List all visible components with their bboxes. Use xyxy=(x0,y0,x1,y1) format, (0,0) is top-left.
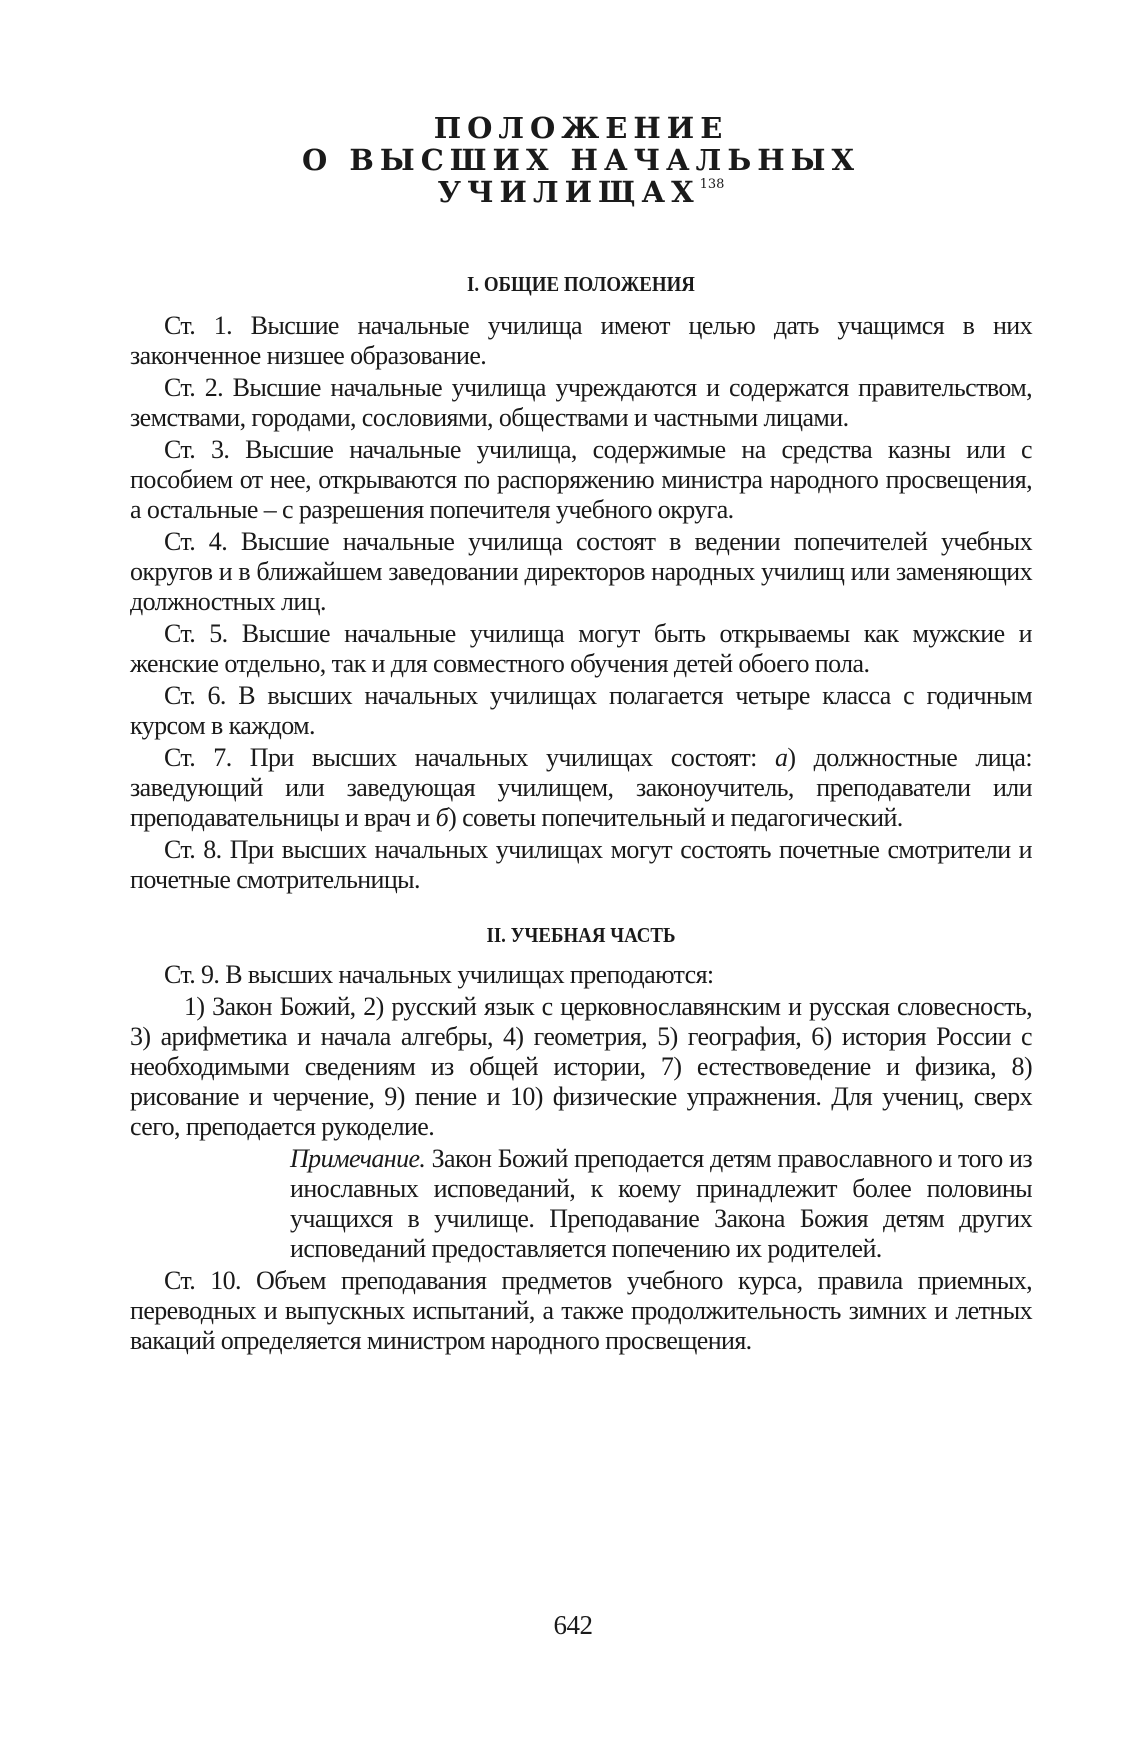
section-heading-general: I. ОБЩИЕ ПОЛОЖЕНИЯ xyxy=(467,272,695,296)
title-line-3-text: УЧИЛИЩАХ xyxy=(437,175,700,209)
document-title xyxy=(130,112,1032,208)
article-9-intro: Ст. 9. В высших начальных училищах преподаются: xyxy=(164,960,714,989)
note-label: Примечание. xyxy=(290,1144,426,1173)
document-page xyxy=(130,112,1032,1358)
article-9-subject-list: 1) Закон Божий, 2) русский язык с церковнославянским и русская словесность, 3) арифметика и начала алгебры, 4) геометрия, 5) география, 6) история России с необходимыми сведениям из общей истории, 7) естествоведение и физика, 8) рисование и черчение, 9) пение и 10) физические упражнения. Для учениц, сверх сего, преподается рукоделие. xyxy=(130,992,1032,1141)
article-7-marker-a: а xyxy=(774,743,788,772)
title-line-1: ПОЛОЖЕНИЕ xyxy=(433,111,729,145)
article-7-part2: ) должностные лица: заведующий или заведующая училищем, законоучитель, преподаватели или преподавательницы и врач и xyxy=(130,743,1032,832)
article-4: Ст. 4. Высшие начальные училища состоят в ведении попечителей учебных округов и в ближайшем заведовании директоров народных училищ или заменяющих должностных лиц. xyxy=(130,527,1032,616)
article-10: Ст. 10. Объем преподавания предметов учебного курса, правила приемных, переводных и выпускных испытаний, а также продолжительность зимних и летных вакаций определяется министром народного просвещения. xyxy=(130,1266,1032,1355)
article-7 xyxy=(130,743,1032,833)
article-2: Ст. 2. Высшие начальные училища учреждаются и содержатся правительством, земствами, городами, сословиями, обществами и частными лицами. xyxy=(130,373,1032,432)
title-footnote-ref[interactable]: 138 xyxy=(699,177,725,192)
article-5: Ст. 5. Высшие начальные училища могут быть открываемы как мужские и женские отдельно, так и для совместного обучения детей обоего пола. xyxy=(130,619,1032,678)
article-9-note xyxy=(290,1144,1032,1264)
article-1: Ст. 1. Высшие начальные училища имеют целью дать учащимся в них законченное низшее образование. xyxy=(130,311,1032,370)
article-7-part3: ) советы попечительный и педагогический. xyxy=(448,803,903,832)
article-7-part1: Ст. 7. При высших начальных училищах состоят: xyxy=(164,743,775,772)
note-text: Закон Божий преподается детям православного и того из инославных исповеданий, к коему принадлежит более половины учащихся в училище. Преподавание Закона Божия детям других исповеданий предоставляется попечению их родителей. xyxy=(290,1144,1032,1263)
title-line-3 xyxy=(130,176,1032,208)
article-8: Ст. 8. При высших начальных училищах могут состоять почетные смотрители и почетные смотрительницы. xyxy=(130,835,1032,894)
article-6: Ст. 6. В высших начальных училищах полагается четыре класса с годичным курсом в каждом. xyxy=(130,681,1032,740)
article-7-marker-b: б xyxy=(435,803,449,832)
article-3: Ст. 3. Высшие начальные училища, содержимые на средства казны или с пособием от нее, открываются по распоряжению министра народного просвещения, а остальные – с разрешения попечителя учебного округа. xyxy=(130,435,1032,524)
page-number: 642 xyxy=(553,1610,593,1640)
title-line-2: О ВЫСШИХ НАЧАЛЬНЫХ xyxy=(301,143,860,177)
section-heading-education: II. УЧЕБНАЯ ЧАСТЬ xyxy=(486,923,676,947)
